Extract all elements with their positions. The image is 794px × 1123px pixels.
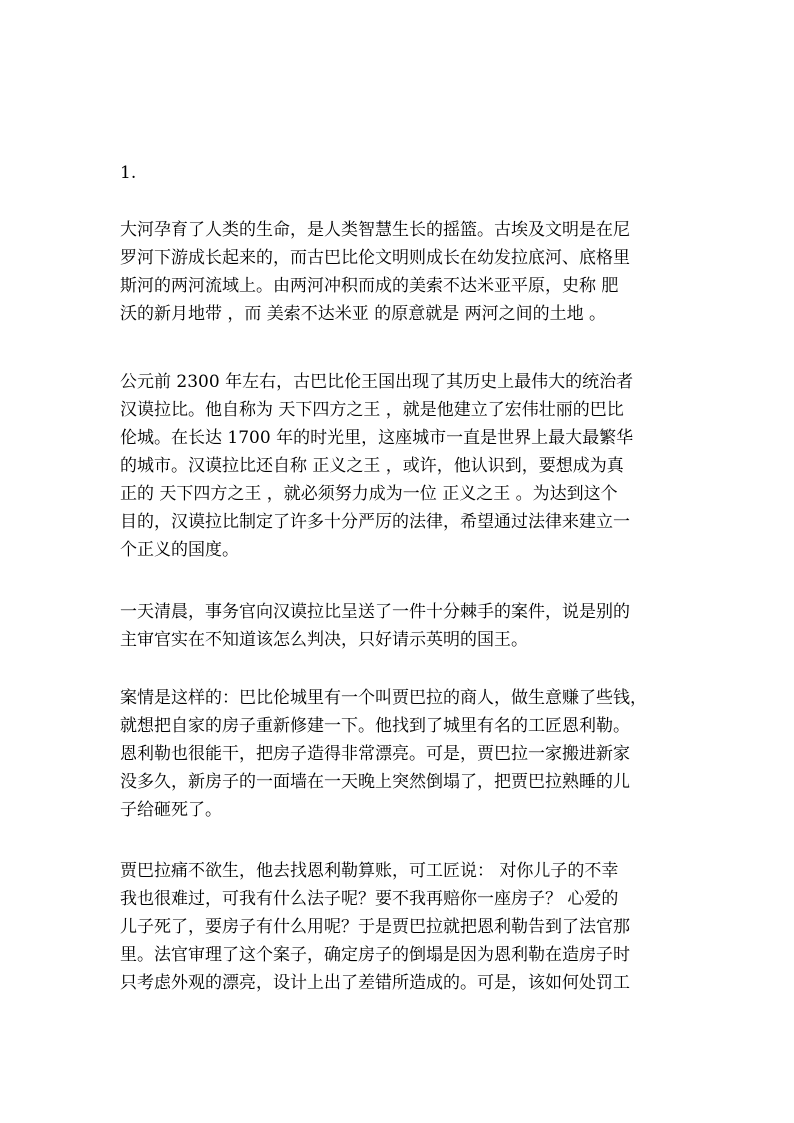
paragraph-4: [120, 684, 680, 824]
text-line: 贾巴拉痛不欲生，他去找恩利勒算账，可工匠说： 对你儿子的不幸: [120, 861, 619, 881]
text-line: 目的，汉谟拉比制定了许多十分严厉的法律，希望通过法律来建立一: [120, 512, 630, 532]
text-line: 子给砸死了。: [120, 800, 222, 820]
text-line: 的城市。汉谟拉比还自称 正义之王 ，或许，他认识到，要想成为真: [120, 456, 624, 476]
text-line: 伦城。在长达 1700 年的时光里，这座城市一直是世界上最大最繁华: [120, 428, 634, 448]
text-line: 一天清晨，事务官向汉谟拉比呈送了一件十分棘手的案件，说是别的: [120, 602, 630, 622]
text-line: 我也很难过，可我有什么法子呢？要不我再赔你一座房子？ 心爱的: [120, 889, 619, 909]
text-line: 里。法官审理了这个案子，确定房子的倒塌是因为恩利勒在造房子时: [120, 945, 630, 965]
text-line: 案情是这样的：巴比伦城里有一个叫贾巴拉的商人，做生意赚了些钱，: [120, 688, 647, 708]
text-line: 正的 天下四方之王 ，就必须努力成为一位 正义之王 。为达到这个: [120, 484, 618, 504]
text-line: 汉谟拉比。他自称为 天下四方之王 ，就是他建立了宏伟壮丽的巴比: [120, 400, 624, 420]
text-line: 公元前 2300 年左右，古巴比伦王国出现了其历史上最伟大的统治者: [120, 372, 634, 392]
paragraph-3: [120, 598, 680, 654]
text-line: 就想把自家的房子重新修建一下。他找到了城里有名的工匠恩利勒。: [120, 716, 630, 736]
paragraph-1: [120, 216, 680, 328]
text-line: 斯河的两河流域上。由两河冲积而成的美索不达米亚平原，史称 肥: [120, 276, 619, 296]
paragraph-2: [120, 368, 680, 564]
text-line: 儿子死了，要房子有什么用呢？于是贾巴拉就把恩利勒告到了法官那: [120, 917, 630, 937]
text-line: 主审官实在不知道该怎么判决，只好请示英明的国王。: [120, 630, 528, 650]
text-line: 只考虑外观的漂亮，设计上出了差错所造成的。可是，该如何处罚工: [120, 973, 630, 993]
section-number: 1.: [120, 163, 137, 183]
text-line: 恩利勒也很能干，把房子造得非常漂亮。可是，贾巴拉一家搬进新家: [120, 744, 630, 764]
paragraph-5: [120, 857, 680, 997]
text-line: 沃的新月地带 ，而 美索不达米亚 的原意就是 两河之间的土地 。: [120, 304, 607, 324]
text-line: 个正义的国度。: [120, 540, 239, 560]
text-line: 罗河下游成长起来的，而古巴比伦文明则成长在幼发拉底河、底格里: [120, 248, 630, 268]
text-line: 大河孕育了人类的生命，是人类智慧生长的摇篮。古埃及文明是在尼: [120, 220, 630, 240]
text-line: 没多久，新房子的一面墙在一天晚上突然倒塌了，把贾巴拉熟睡的儿: [120, 772, 630, 792]
